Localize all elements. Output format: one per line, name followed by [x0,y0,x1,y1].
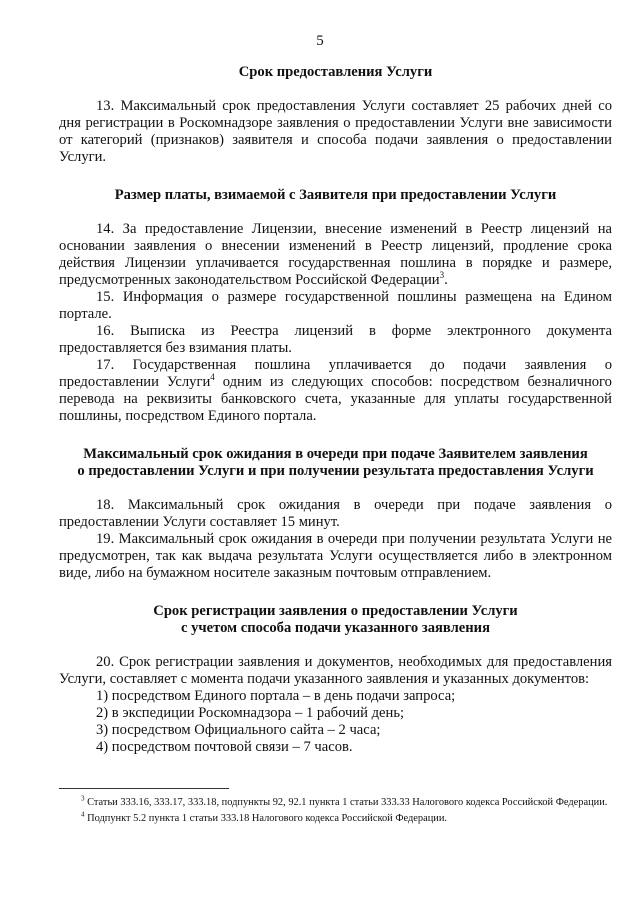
paragraph-14-end: . [444,272,448,288]
section-heading-queue-line-2: о предоставлении Услуги и при получении результата предоставления Услуги [77,463,594,479]
paragraph-19: 19. Максимальный срок ожидания в очереди при получении результата Услуги не предусмотрен, так как выдача результата Услуги осуществляется либо в электронном виде, либо на бумажном носителе заказным почтовым отправлением. [59,531,612,581]
footnote-text: Статьи 333.16, 333.17, 333.18, подпункты 92, 92.1 пункта 1 статьи 333.33 Налогового кодекса Российской Федерации. [84,797,608,808]
footnote-ref-4: 4 [210,372,215,383]
footnote-text: Подпункт 5.2 пункта 1 статьи 333.18 Налогового кодекса Российской Федерации. [84,813,448,824]
list-item: 2) в экспедиции Роскомнадзора – 1 рабочий день; [96,705,405,721]
list-item: 1) посредством Единого портала – в день подачи запроса; [96,688,456,704]
paragraph-13: 13. Максимальный срок предоставления Услуги составляет 25 рабочих дней со дня регистрации в Роскомнадзоре заявления о предоставлении Услуги вне зависимости от категорий (признаков) заявителя и способа подачи заявления о предоставлении Услуги. [59,98,612,165]
paragraph-14-text: 14. За предоставление Лицензии, внесение изменений в Реестр лицензий на основании заявления о внесении изменений в Реестр лицензий, продление срока действия Лицензии уплачивается государственная пошлина в порядке и размере, предусмотренных законодательством Российской Федерации [59,221,612,288]
footnote-number: 3 [81,794,85,803]
page-number: 5 [316,33,324,49]
paragraph-20: 20. Срок регистрации заявления и документов, необходимых для предоставления Услуги, составляет с момента подачи указанного заявления и указанных документов: [59,654,612,687]
footnote-ref-3: 3 [439,270,445,281]
list-item: 3) посредством Официального сайта – 2 часа; [96,722,381,738]
paragraph-17-end: одним из следующих способов: посредством безналичного перевода на реквизиты банковского счета, указанные для уплаты государственной пошлины, посредством Единого портала. [59,374,612,424]
list-item: 4) посредством почтовой связи – 7 часов. [96,739,353,755]
paragraph-15: 15. Информация о размере государственной пошлины размещена на Едином портале. [59,289,612,322]
section-heading-registration-line-1: Срок регистрации заявления о предоставлении Услуги [153,603,518,619]
footnote-3 [59,796,612,809]
paragraph-14 [59,221,612,289]
footnotes [59,796,612,828]
footnote-number: 4 [81,810,85,819]
footnote-divider [59,788,229,789]
document-body [59,64,612,756]
section-heading-fee: Размер платы, взимаемой с Заявителя при предоставлении Услуги [114,187,557,203]
section-heading-queue-line-1: Максимальный срок ожидания в очереди при подаче Заявителем заявления [83,446,588,462]
section-heading-service-term: Срок предоставления Услуги [238,64,433,80]
paragraph-16: 16. Выписка из Реестра лицензий в форме электронного документа предоставляется без взимания платы. [59,323,612,356]
paragraph-18: 18. Максимальный срок ожидания в очереди при подаче заявления о предоставлении Услуги составляет 15 минут. [59,497,612,530]
footnote-4 [59,812,612,825]
paragraph-17-text: 17. Государственная пошлина уплачивается до подачи заявления о предоставлении Услуги [59,357,612,390]
section-heading-registration-line-2: с учетом способа подачи указанного заявления [181,620,490,636]
paragraph-17 [59,357,612,425]
